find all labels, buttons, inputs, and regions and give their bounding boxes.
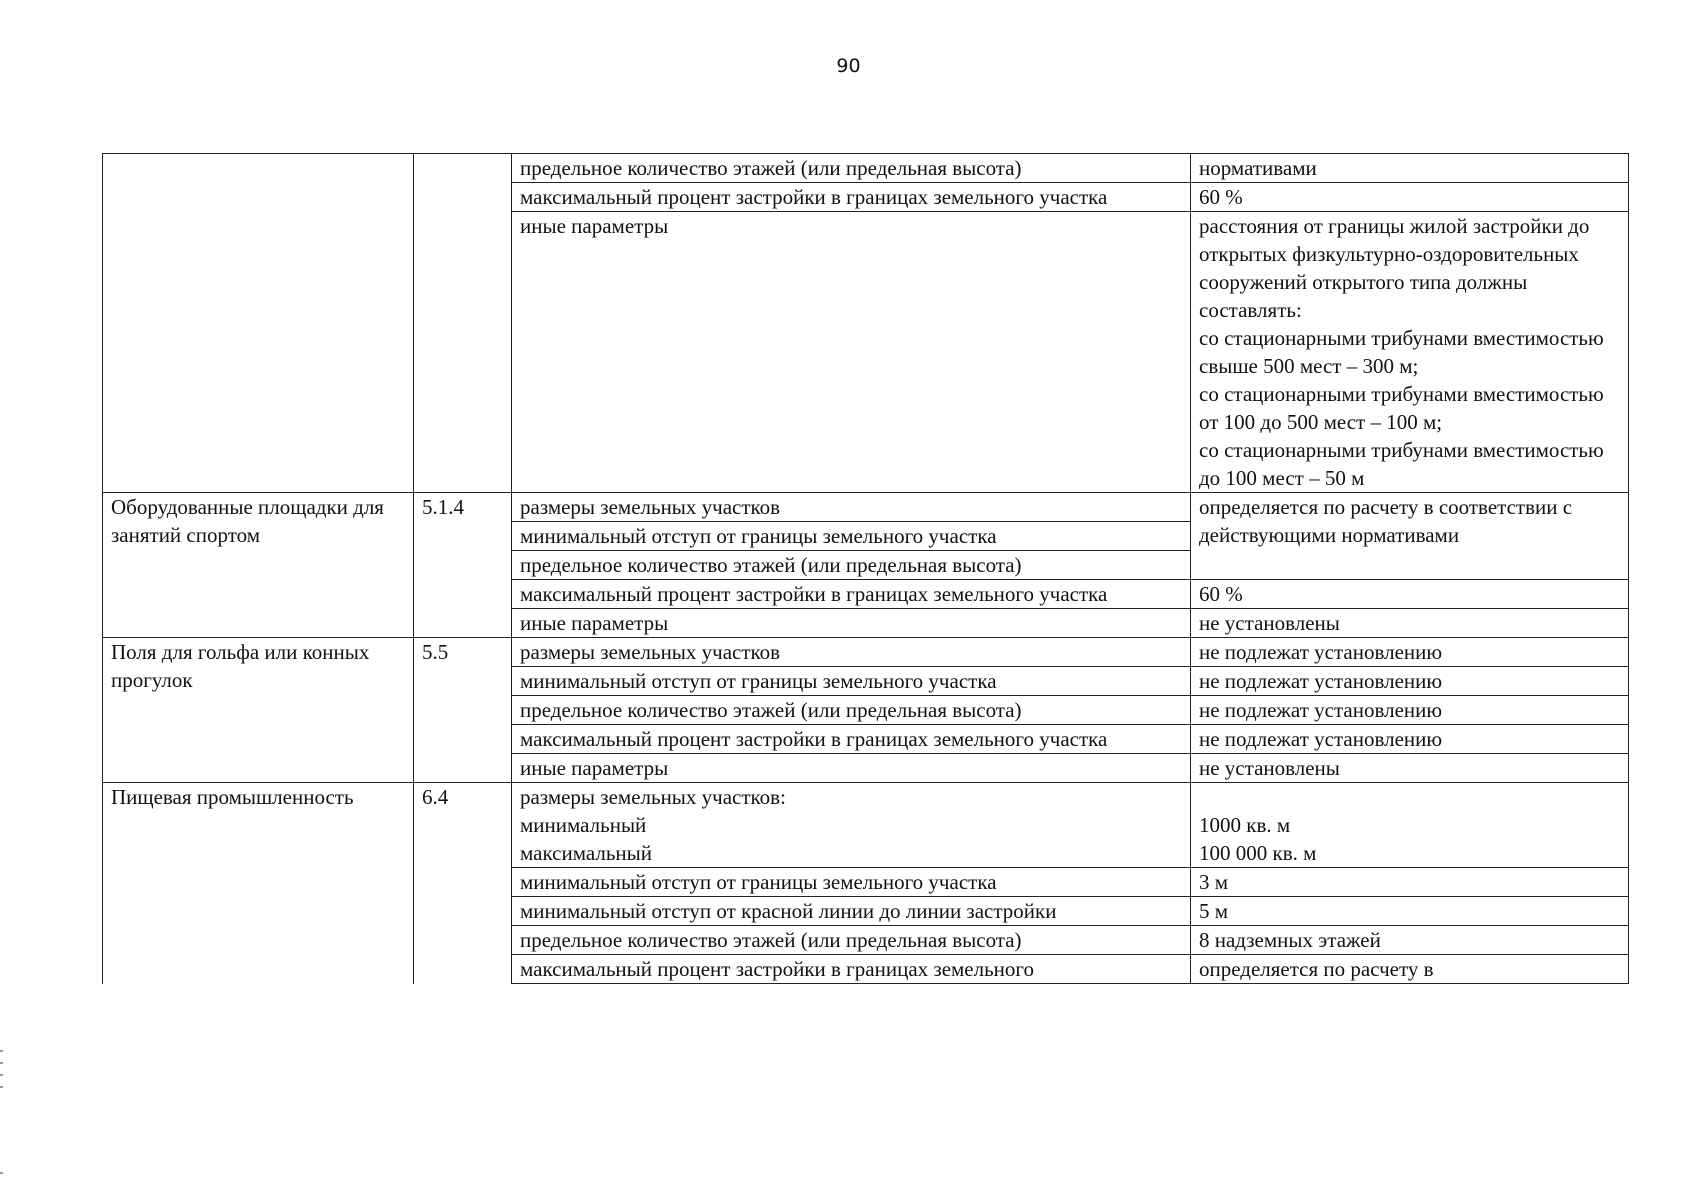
- value-cell: не подлежат установлению: [1191, 696, 1629, 725]
- page-number: 90: [836, 55, 861, 77]
- regulations-table: [102, 153, 1629, 984]
- param-cell: размеры земельных участков: [512, 493, 1191, 522]
- param-cell: минимальный отступ от границы земельного участка: [512, 868, 1191, 897]
- value-cell: нормативами: [1191, 154, 1629, 183]
- param-cell: предельное количество этажей (или предельная высота): [512, 154, 1191, 183]
- param-cell: предельное количество этажей (или предельная высота): [512, 696, 1191, 725]
- use-type-cell: [103, 154, 414, 493]
- value-cell: расстояния от границы жилой застройки до открытых физкультурно-оздоровительных сооружений открытого типа должны составлять: со стационарными трибунами вместимостью свыше 500 мест – 300 м; со стационарными трибунами вместимостью от 100 до 500 мест – 100 м; со стационарными трибунами вместимостью до 100 мест – 50 м: [1191, 212, 1629, 493]
- value-cell: 60 %: [1191, 580, 1629, 609]
- param-cell: минимальный отступ от границы земельного участка: [512, 522, 1191, 551]
- value-cell: 5 м: [1191, 897, 1629, 926]
- param-cell: предельное количество этажей (или предельная высота): [512, 551, 1191, 580]
- param-cell: иные параметры: [512, 754, 1191, 783]
- value-cell: определяется по расчету в: [1191, 955, 1629, 984]
- value-cell: 8 надземных этажей: [1191, 926, 1629, 955]
- value-cell: не установлены: [1191, 754, 1629, 783]
- value-cell: 1000 кв. м 100 000 кв. м: [1191, 783, 1629, 868]
- scan-artifact: [0, 1074, 3, 1076]
- param-cell: размеры земельных участков: минимальный максимальный: [512, 783, 1191, 868]
- scan-artifact: [0, 1050, 3, 1052]
- param-cell: размеры земельных участков: [512, 638, 1191, 667]
- use-type-cell: Поля для гольфа или конных прогулок: [103, 638, 414, 783]
- param-cell: минимальный отступ от границы земельного участка: [512, 667, 1191, 696]
- use-type-cell: Пищевая промышленность: [103, 783, 414, 984]
- value-cell: не подлежат установлению: [1191, 638, 1629, 667]
- value-cell: 3 м: [1191, 868, 1629, 897]
- value-cell: не установлены: [1191, 609, 1629, 638]
- code-cell: 5.5: [414, 638, 512, 783]
- value-cell: определяется по расчету в соответствии с действующими нормативами: [1191, 493, 1629, 580]
- value-cell: не подлежат установлению: [1191, 725, 1629, 754]
- value-cell: не подлежат установлению: [1191, 667, 1629, 696]
- table-row: [103, 493, 1629, 522]
- param-cell: максимальный процент застройки в границах земельного участка: [512, 725, 1191, 754]
- scan-artifact: [0, 1062, 3, 1064]
- table-row: [103, 638, 1629, 667]
- param-cell: минимальный отступ от красной линии до линии застройки: [512, 897, 1191, 926]
- scan-artifact: [0, 1086, 3, 1088]
- param-cell: максимальный процент застройки в границах земельного: [512, 955, 1191, 984]
- param-cell: иные параметры: [512, 212, 1191, 493]
- value-cell: 60 %: [1191, 183, 1629, 212]
- param-cell: максимальный процент застройки в границах земельного участка: [512, 580, 1191, 609]
- table-row: [103, 154, 1629, 183]
- param-cell: максимальный процент застройки в границах земельного участка: [512, 183, 1191, 212]
- code-cell: [414, 154, 512, 493]
- use-type-cell: Оборудованные площадки для занятий спортом: [103, 493, 414, 638]
- code-cell: 5.1.4: [414, 493, 512, 638]
- param-cell: иные параметры: [512, 609, 1191, 638]
- table-row: [103, 783, 1629, 868]
- code-cell: 6.4: [414, 783, 512, 984]
- param-cell: предельное количество этажей (или предельная высота): [512, 926, 1191, 955]
- scan-artifact: [0, 1172, 3, 1174]
